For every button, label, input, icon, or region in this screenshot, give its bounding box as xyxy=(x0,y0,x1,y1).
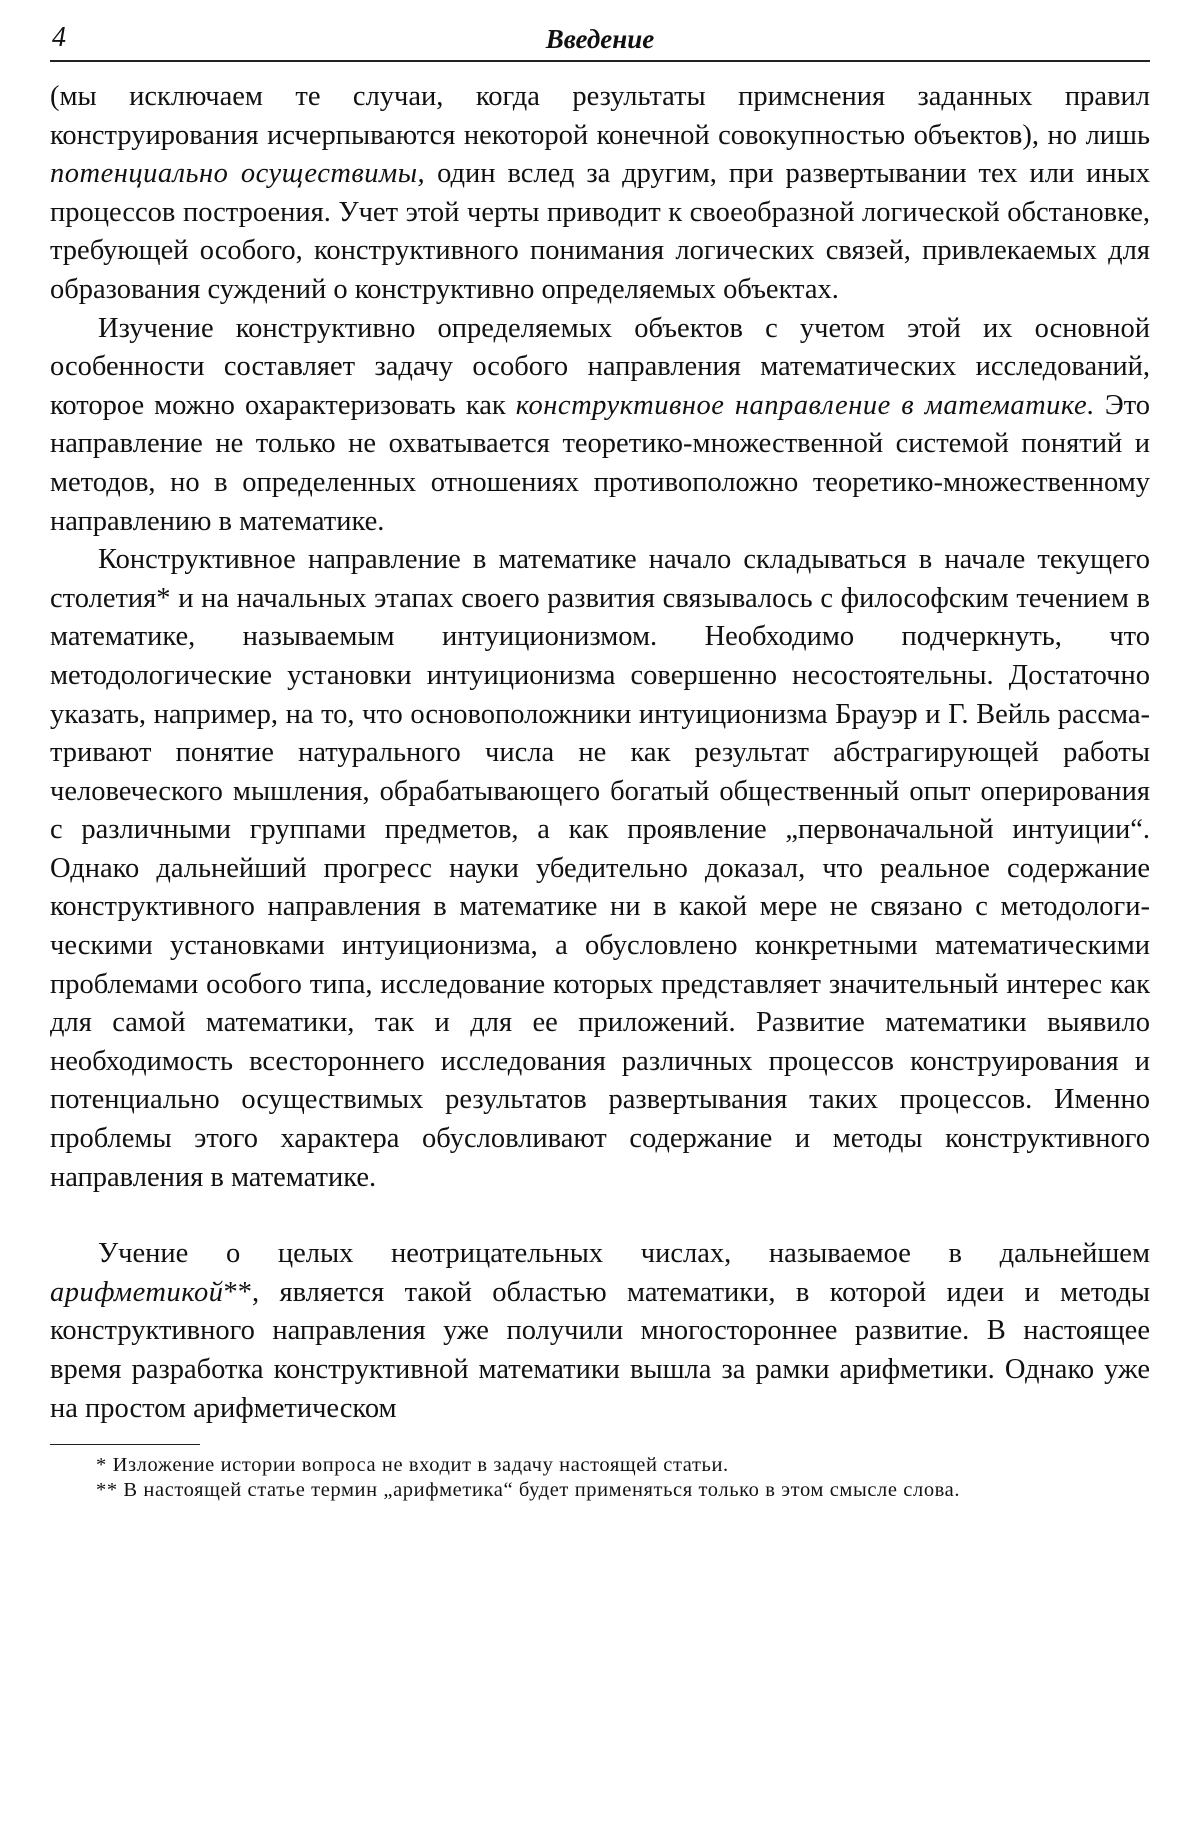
paragraph-continuation xyxy=(50,78,1150,310)
paragraph-text: один вслед за другим, при развертывании тех или иных процессов построения. Учет этой черты приводит к своеобразной логической обстановке, требующей особого, конструктивного понимания логических связей, привлекаемых для образования суждений о конструктивно определяемых объектах. xyxy=(50,158,1150,305)
main-text xyxy=(50,78,1150,1428)
paragraph-text: Учение о целых неотрицательных числах, называемое в дальнейшем xyxy=(98,1238,1150,1270)
page-header xyxy=(50,22,1150,62)
page-number: 4 xyxy=(52,22,66,53)
paragraph-text: Это направление не только не охватывается теоретико-множественной системой понятий и методов, но в определенных отношениях противоположно теоретико-множественному направлению в математике. xyxy=(50,389,1151,537)
paragraph: Конструктивное направление в математике начало складываться в начале текущего столетия* и на начальных этапах своего развития связывалось с философским течением в математике, называемым интуиционизмом. Необходимо подчеркнуть, что методологические установки интуиционизма совершенно несостоятельны. Достаточно указать, например, на то, что основоположники интуиционизма Брауэр и Г. Вейль рассматривают понятие натурального числа не как результат абстрагирующей работы человеческого мышления, обрабатывающего богатый общественный опыт оперирования с различными группами предметов, а как проявление „первоначальной интуиции“. Однако дальнейший прогресс науки убедительно доказал, что реальное содержание конструктивного направления в математике ни в какой мере не связано с методологическими установками интуиционизма, а обусловлено конкретными математическими проблемами особого типа, исследование которых представляет значительный интерес как для самой математики, так и для ее приложений. Развитие математики выявило необходимость всестороннего исследования различных процессов конструирования и потенциально осуществимых результатов развертывания таких процессов. Именно проблемы этого характера обусловливают содержание и методы конструктивного направления в математике. xyxy=(50,544,1150,1193)
paragraph xyxy=(50,1235,1150,1428)
emphasis-text: арифметикой xyxy=(50,1276,224,1308)
paragraph-text: Изучение конструктивно определяемых объектов с учетом этой их основной особенности составляет задачу особого направления математических исследований, которое можно охарактеризовать как xyxy=(50,312,1150,421)
emphasis-text: потенциально осуществимы, xyxy=(50,158,426,190)
footnotes xyxy=(50,1453,1150,1503)
footnote-2: ** В настоящей статье термин „арифметика“ будет применяться только в этом смысле слова. xyxy=(96,1479,961,1502)
footnote-1: * Изложение истории вопроса не входит в задачу настоящей статьи. xyxy=(96,1454,729,1477)
paragraph-text: **, является такой областью математики, в которой идеи и методы конструктивного направления уже получили многостороннее развитие. В настоящее время разработка конструктивной математики вышла за рамки арифметики. Однако уже на простом арифметическом xyxy=(50,1276,1150,1424)
emphasis-text: конструктивное направление в математике. xyxy=(515,389,1095,421)
footnote-rule xyxy=(50,1444,200,1445)
running-title: Введение xyxy=(545,24,655,54)
section-gap xyxy=(50,1197,1150,1235)
paragraph xyxy=(50,310,1150,542)
book-page xyxy=(50,22,1150,1503)
paragraph-text: (мы исключаем те случаи, когда результаты примснения заданных правил конструирования исчерпываются некоторой конечной совокупностью объектов), но лишь xyxy=(50,81,1150,151)
